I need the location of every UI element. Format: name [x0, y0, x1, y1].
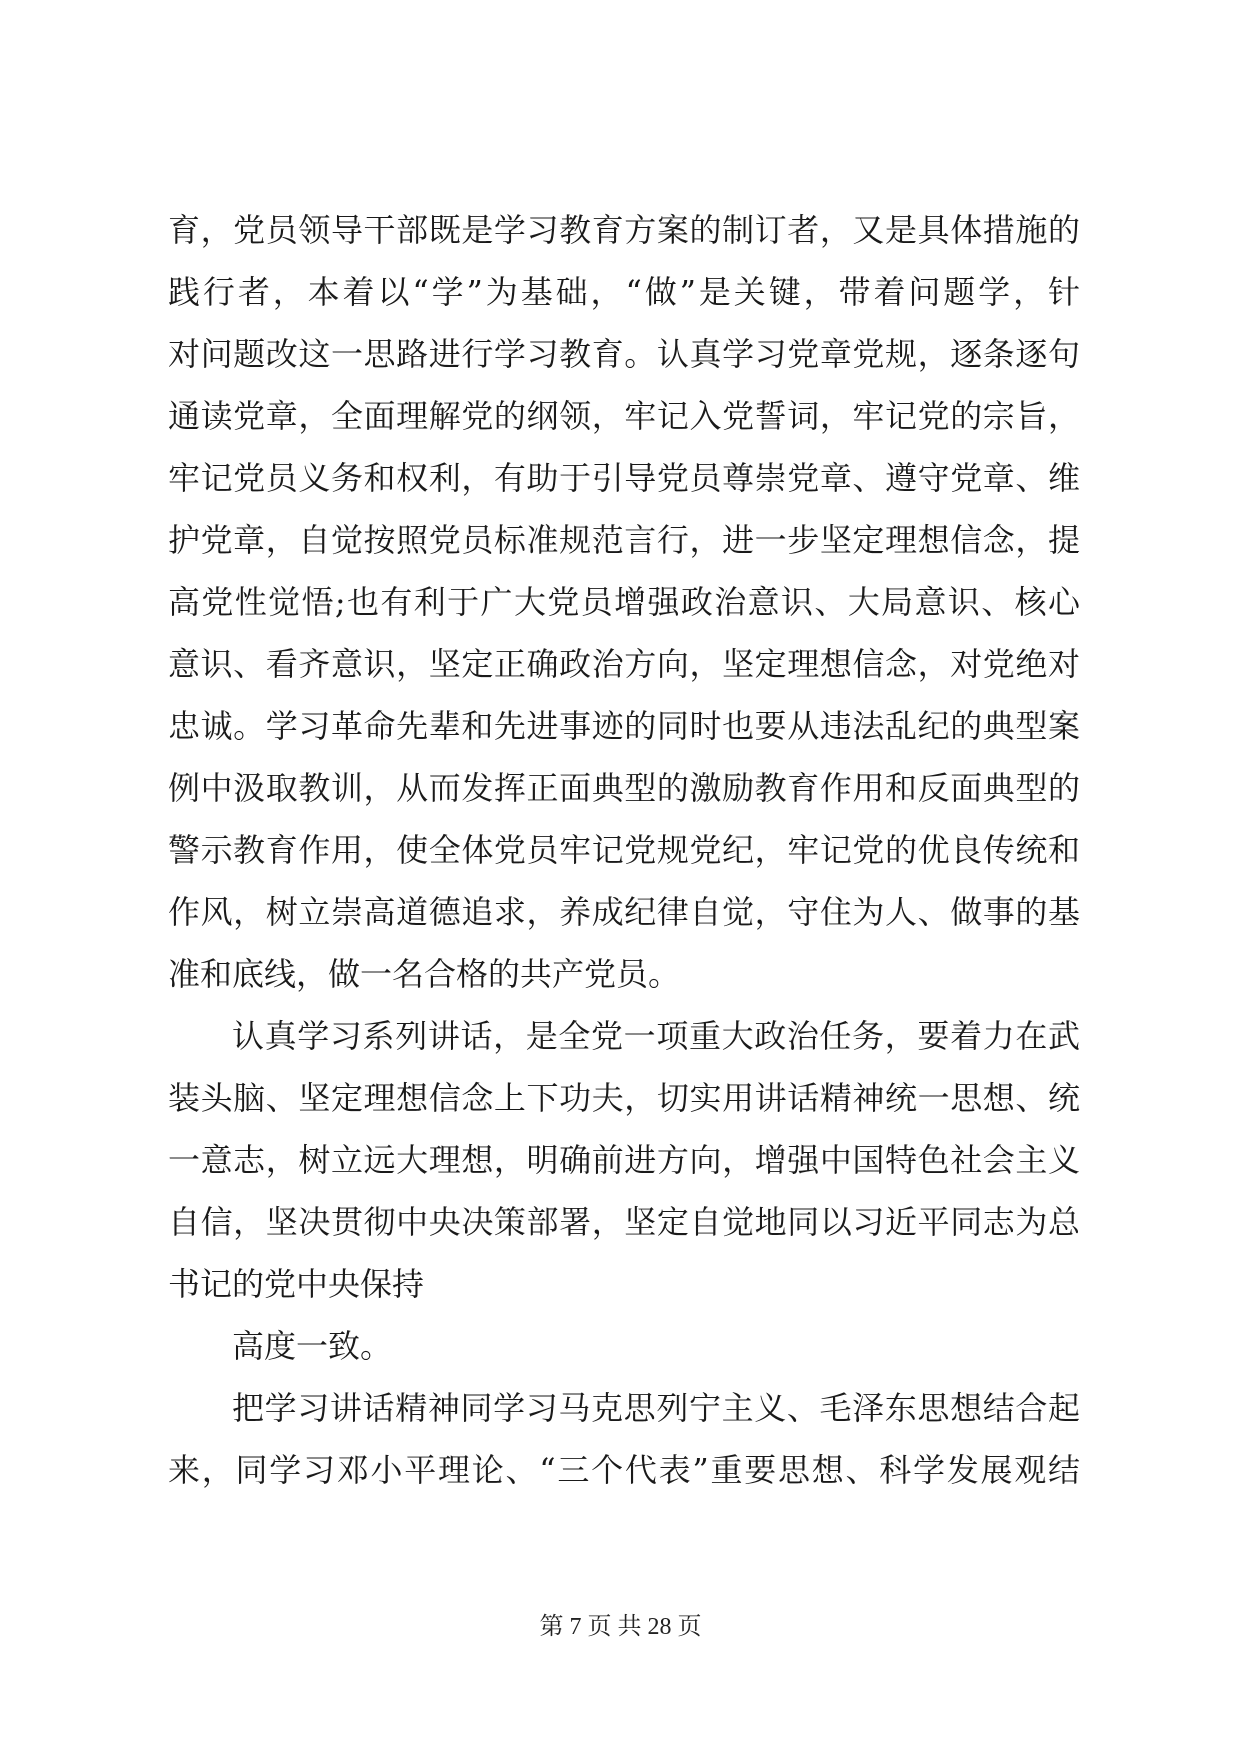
text-line: 来，同学习邓小平理论、“三个代表”重要思想、科学发展观结 — [168, 1451, 1080, 1489]
text-line: 准和底线，做一名合格的共产党员。 — [168, 955, 681, 993]
text-line: 育，党员领导干部既是学习教育方案的制订者，又是具体措施的 — [168, 211, 1080, 249]
text-line: 例中汲取教训，从而发挥正面典型的激励教育作用和反面典型的 — [168, 769, 1080, 807]
text-line: 对问题改这一思路进行学习教育。认真学习党章党规，逐条逐句 — [168, 335, 1080, 373]
text-line: 认真学习系列讲话，是全党一项重大政治任务，要着力在武 — [232, 1017, 1080, 1055]
text-line: 警示教育作用，使全体党员牢记党规党纪，牢记党的优良传统和 — [168, 831, 1080, 869]
text-line: 作风，树立崇高道德追求，养成纪律自觉，守住为人、做事的基 — [168, 893, 1080, 931]
text-line: 把学习讲话精神同学习马克思列宁主义、毛泽东思想结合起 — [232, 1389, 1080, 1427]
text-line: 忠诚。学习革命先辈和先进事迹的同时也要从违法乱纪的典型案 — [168, 707, 1080, 745]
text-line: 高度一致。 — [232, 1327, 393, 1365]
page-number-footer: 第 7 页 共 28 页 — [539, 1614, 702, 1640]
text-line: 践行者，本着以“学”为基础，“做”是关键，带着问题学，针 — [168, 273, 1080, 311]
text-line: 一意志，树立远大理想，明确前进方向，增强中国特色社会主义 — [168, 1141, 1080, 1179]
text-line: 高党性觉悟;也有利于广大党员增强政治意识、大局意识、核心 — [168, 583, 1080, 621]
text-line: 护党章，自觉按照党员标准规范言行，进一步坚定理想信念，提 — [168, 521, 1080, 559]
text-line: 牢记党员义务和权利，有助于引导党员尊崇党章、遵守党章、维 — [168, 459, 1080, 497]
text-line: 装头脑、坚定理想信念上下功夫，切实用讲话精神统一思想、统 — [168, 1079, 1080, 1117]
text-line: 自信，坚决贯彻中央决策部署，坚定自觉地同以习近平同志为总 — [168, 1203, 1080, 1241]
text-line: 通读党章，全面理解党的纲领，牢记入党誓词，牢记党的宗旨， — [168, 397, 1080, 435]
text-line: 意识、看齐意识，坚定正确政治方向，坚定理想信念，对党绝对 — [168, 645, 1080, 683]
text-line: 书记的党中央保持 — [168, 1265, 425, 1303]
